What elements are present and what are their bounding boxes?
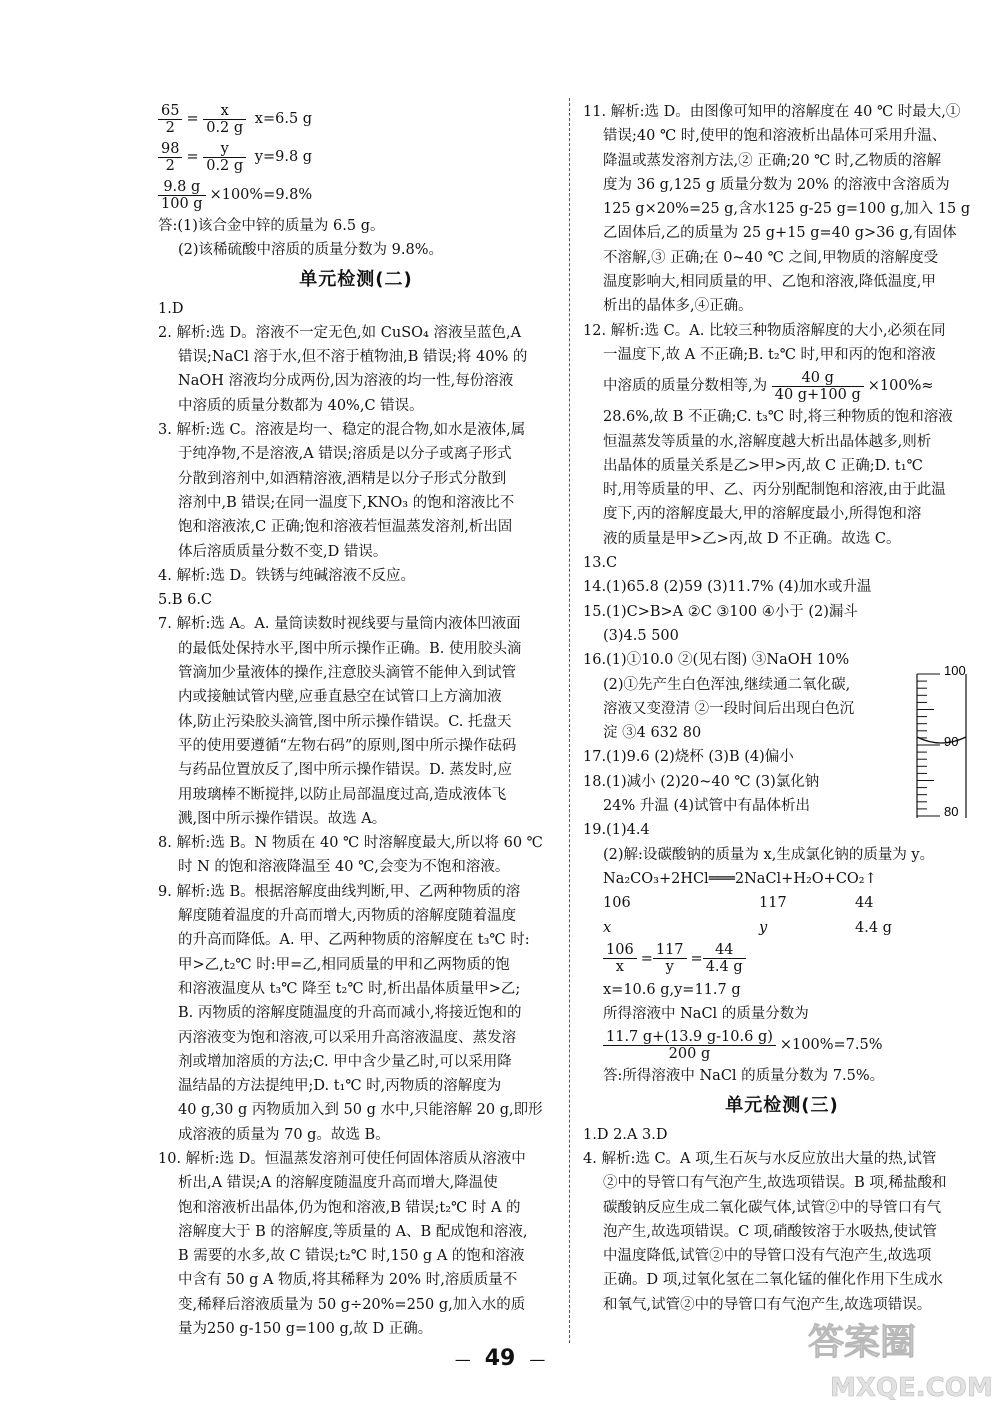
text-line: 18.(1)减小 (2)20~40 ℃ (3)氯化钠 bbox=[583, 773, 820, 790]
text-line: 中含有 50 g A 物质,将其稀释为 20% 时,溶质质量不 bbox=[178, 1272, 518, 1289]
text-line: 7. 解析:选 A。A. 量筒读数时视线要与量筒内液体凹液面 bbox=[158, 616, 521, 633]
text-line: 淀 ③4 632 80 bbox=[603, 725, 702, 742]
fraction-line-1: $\frac{65}{2}$ = $\frac{x}{0.2 g}$ x=6.5 g bbox=[158, 100, 554, 138]
text-line: 温度影响大,相同质量的甲、乙饱和溶液,降低温度,甲 bbox=[603, 274, 936, 291]
answer-line: (2)该稀硫酸中溶质的质量分数为 9.8%。 bbox=[178, 242, 443, 259]
text-line: 1.D bbox=[158, 300, 184, 317]
text-line: 液的质量是甲>乙>丙,故 D 不正确。故选 C。 bbox=[603, 530, 901, 547]
text-line: 4. 解析:选 D。铁锈与纯碱溶液不反应。 bbox=[158, 567, 416, 584]
text-line: 13.C bbox=[583, 555, 618, 572]
text-line: 9. 解析:选 B。根据溶解度曲线判断,甲、乙两种物质的溶 bbox=[158, 883, 521, 900]
scale-label-90: 90 bbox=[944, 734, 959, 749]
text-line: 40 g,30 g 丙物质加入到 50 g 水中,只能溶解 20 g,即形 bbox=[178, 1102, 543, 1119]
text-line: 饱和溶液析出晶体,仍为饱和溶液,B 错误;t₂℃ 时 A 的 bbox=[178, 1199, 521, 1216]
text-line: (3)4.5 500 bbox=[603, 627, 679, 644]
text-line: 和溶液温度从 t₃℃ 降至 t₂℃ 时,析出晶体质量甲>乙; bbox=[178, 980, 521, 997]
text-line: 12. 解析:选 C。A. 比较三种物质溶解度的大小,必须在同 bbox=[583, 322, 946, 339]
scale-label-80: 80 bbox=[944, 804, 959, 819]
text-line: 析出的晶体多,④正确。 bbox=[603, 298, 753, 315]
text-line: 5.B 6.C bbox=[158, 592, 213, 609]
mass-fraction-intro: 所得溶液中 NaCl 的质量分数为 bbox=[603, 1006, 809, 1023]
text-line: 成溶液的质量为 70 g。故选 B。 bbox=[178, 1126, 390, 1143]
text-line: (2)①先产生白色浑浊,继续通二氧化碳, bbox=[603, 676, 851, 693]
section-title: 单元检测(二) bbox=[299, 268, 413, 290]
text-line: 11. 解析:选 D。由图像可知甲的溶解度在 40 ℃ 时最大,① bbox=[583, 104, 961, 120]
text-line: 时,用等质量的甲、乙、丙分别配制饱和溶液,由于此温 bbox=[603, 482, 946, 499]
equation-row-unknowns: x y 4.4 g bbox=[603, 919, 892, 936]
text-line: 15.(1)C>B>A ②C ③100 ④小于 (2)漏斗 bbox=[583, 603, 858, 620]
cylinder-scale-figure bbox=[914, 666, 974, 821]
text-line: 于纯净物,不是溶液,A 错误;溶质是以分子或离子形式 bbox=[178, 446, 512, 463]
text-line: 乙固体后,乙的质量为 25 g+15 g=40 g>36 g,有固体 bbox=[603, 225, 957, 242]
text-line: 内或接触试管内壁,应垂直悬空在试管口上方滴加液 bbox=[178, 689, 502, 706]
text-line: 中温度降低,试管②中的导管口没有气泡产生,故选项 bbox=[603, 1248, 932, 1265]
svg-text:答案圈: 答案圈 bbox=[808, 1322, 917, 1363]
text-line: 温结晶的方法提纯甲;D. t₁℃ 时,丙物质的溶解度为 bbox=[178, 1078, 502, 1095]
text-line: 4. 解析:选 C。A 项,生石灰与水反应放出大量的热,试管 bbox=[583, 1150, 937, 1167]
text-line: 17.(1)9.6 (2)烧杯 (3)B (4)偏小 bbox=[583, 749, 794, 766]
text-line: 一温度下,故 A 不正确;B. t₂℃ 时,甲和丙的饱和溶液 bbox=[603, 346, 936, 363]
text-line: 泡产生,故选项错误。C 项,硝酸铵溶于水吸热,使试管 bbox=[603, 1223, 938, 1240]
final-answer: 答:所得溶液中 NaCl 的质量分数为 7.5%。 bbox=[603, 1068, 885, 1085]
equation-row-molar: 106 117 44 bbox=[603, 895, 874, 912]
text-line: 125 g×20%=25 g,含水125 g-25 g=100 g,加入 15 g bbox=[603, 201, 971, 218]
text-line: 变,稀释后溶液质量为 50 g÷20%=250 g,加入水的质 bbox=[178, 1296, 526, 1313]
text-line: (2)解:设碳酸钠的质量为 x,生成氯化钠的质量为 y。 bbox=[603, 846, 935, 863]
column-divider bbox=[569, 98, 570, 1343]
text-line: 溶液又变澄清 ②一段时间后出现白色沉 bbox=[603, 700, 855, 717]
right-text-lines-c bbox=[583, 1123, 981, 1317]
chemical-equation: Na₂CO₃+2HCl═══2NaCl+H₂O+CO₂↑ bbox=[603, 870, 877, 887]
text-line: 24% 升温 (4)试管中有晶体析出 bbox=[603, 798, 810, 815]
text-line: 体后溶质质量分数不变,D 错误。 bbox=[178, 543, 388, 560]
text-line: 19.(1)4.4 bbox=[583, 822, 650, 839]
fraction-line-12: 中溶质的质量分数相等,为 $\frac{40 g}{40 g+100 g}$ ×100%≈ bbox=[603, 369, 934, 403]
answer-line: 答:(1)该合金中锌的质量为 6.5 g。 bbox=[158, 218, 385, 234]
text-line: 平的使用要遵循“左物右码”的原则,图中所示操作砝码 bbox=[178, 737, 517, 754]
text-line: 1.D 2.A 3.D bbox=[583, 1126, 668, 1143]
text-line: 分散到溶剂中,如酒精溶液,酒精是以分子形式分散到 bbox=[178, 470, 507, 487]
text-line: ②中的导管口有气泡产生,故选项错误。B 项,稀盐酸和 bbox=[603, 1175, 947, 1192]
text-line: 溶剂中,B 错误;在同一温度下,KNO₃ 的饱和溶液比不 bbox=[178, 494, 515, 511]
text-line: 10. 解析:选 D。恒温蒸发溶剂可使任何固体溶质从溶液中 bbox=[158, 1150, 526, 1167]
text-line: 与药品位置放反了,图中所示操作错误。D. 蒸发时,应 bbox=[178, 762, 513, 779]
text-line: 28.6%,故 B 不正确;C. t₃℃ 时,将三种物质的饱和溶液 bbox=[603, 409, 953, 426]
left-text-lines bbox=[158, 297, 554, 1342]
text-line: 8. 解析:选 B。N 物质在 40 ℃ 时溶解度最大,所以将 60 ℃ bbox=[158, 835, 543, 852]
text-line: 用玻璃棒不断搅拌,以防止局部温度过高,造成液体飞 bbox=[178, 786, 507, 803]
text-line: 恒温蒸发等质量的水,溶解度越大析出晶体越多,则析 bbox=[603, 433, 932, 450]
text-line: 量为250 g-150 g=100 g,故 D 正确。 bbox=[178, 1321, 433, 1338]
text-line: 甲>乙,t₂℃ 时:甲=乙,相同质量的甲和乙两物质的饱 bbox=[178, 956, 510, 973]
text-line: 溅,图中所示操作错误。故选 A。 bbox=[178, 810, 387, 827]
text-line: 析出,A 错误;A 的溶解度随温度升高而增大,降温使 bbox=[178, 1175, 498, 1192]
text-line: 溶解度大于 B 的溶解度,等质量的 A、B 配成饱和溶液, bbox=[178, 1223, 528, 1240]
svg-text:MXQE.COM: MXQE.COM bbox=[830, 1373, 993, 1403]
text-line: 不溶解,③ 正确;在 0~40 ℃ 之间,甲物质的溶解度受 bbox=[603, 249, 939, 266]
text-line: 的最低处保持水平,图中所示操作正确。B. 使用胶头滴 bbox=[178, 640, 522, 657]
watermark-logo bbox=[800, 1306, 995, 1406]
text-line: 3. 解析:选 C。溶液是均一、稳定的混合物,如水是液体,属 bbox=[158, 422, 526, 439]
text-line: 错误;40 ℃ 时,使甲的饱和溶液析出晶体可采用升温、 bbox=[603, 128, 947, 145]
text-line: 剂或增加溶质的方法;C. 甲中含少量乙时,可以采用降 bbox=[178, 1053, 512, 1070]
xy-result: x=10.6 g,y=11.7 g bbox=[603, 981, 741, 998]
section-title: 单元检测(三) bbox=[725, 1094, 839, 1116]
ratio-line: $\frac{106}{x}$ = $\frac{117}{y}$ = $\frac{44}{4.4 g}$ bbox=[583, 940, 981, 978]
text-line: 的升高而降低。A. 甲、乙两种物质的溶解度在 t₃℃ 时: bbox=[178, 932, 530, 949]
text-line: 体,防止污染胶头滴管,图中所示操作错误。C. 托盘天 bbox=[178, 713, 512, 730]
text-line: 和氧气,试管②中的导管口有气泡产生,故选项错误。 bbox=[603, 1296, 932, 1313]
text-line: 错误;NaCl 溶于水,但不溶于植物油,B 错误;将 40% 的 bbox=[178, 349, 528, 366]
text-line: 饱和溶液浓,C 正确;饱和溶液若恒温蒸发溶剂,析出固 bbox=[178, 519, 513, 536]
right-text-lines-a bbox=[583, 100, 981, 367]
text-line: 解度随着温度的升高而增大,丙物质的溶解度随着温度 bbox=[178, 908, 517, 925]
text-line: NaOH 溶液均分成两份,因为溶液的均一性,每份溶液 bbox=[178, 373, 514, 390]
page-number: — 49 — bbox=[454, 1346, 546, 1371]
final-fraction-line: $\frac{11.7 g+(13.9 g-10.6 g)}{200 g}$ ×100%=7.5% bbox=[583, 1026, 981, 1064]
text-line: 度为 36 g,125 g 质量分数为 20% 的溶液中含溶质为 bbox=[603, 176, 950, 193]
text-line: 碳酸钠反应生成二氧化碳气体,试管②中的导管口有气 bbox=[603, 1199, 942, 1216]
text-line: 降温或蒸发溶剂方法,② 正确;20 ℃ 时,乙物质的溶解 bbox=[603, 152, 942, 169]
text-line: 14.(1)65.8 (2)59 (3)11.7% (4)加水或升温 bbox=[583, 579, 872, 596]
text-line: 16.(1)①10.0 ②(见右图) ③NaOH 10% bbox=[583, 652, 850, 669]
text-line: 正确。D 项,过氧化氢在二氧化锰的催化作用下生成水 bbox=[603, 1272, 943, 1289]
text-line: 出晶体的质量关系是乙>甲>丙,故 C 正确;D. t₁℃ bbox=[603, 457, 923, 474]
scale-label-100: 100 bbox=[944, 666, 966, 678]
text-line: B. 丙物质的溶解度随温度的升高而减小,将接近饱和的 bbox=[178, 1005, 522, 1022]
text-line: 时 N 的饱和溶液降温至 40 ℃,会变为不饱和溶液。 bbox=[178, 859, 510, 876]
text-line: 丙溶液变为饱和溶液,可以采用升高溶液温度、蒸发溶 bbox=[178, 1029, 517, 1046]
text-line: 2. 解析:选 D。溶液不一定无色,如 CuSO₄ 溶液呈蓝色,A bbox=[158, 324, 522, 341]
text-line: B 需要的水多,故 C 错误;t₂℃ 时,150 g A 的饱和溶液 bbox=[178, 1248, 525, 1265]
left-column bbox=[158, 100, 554, 1341]
fraction-line-2: $\frac{98}{2}$ = $\frac{y}{0.2 g}$ y=9.8 g bbox=[158, 138, 554, 176]
text-line: 管滴加少量液体的操作,注意胶头滴管不能伸入到试管 bbox=[178, 665, 517, 682]
fraction-line-3: $\frac{9.8 g}{100 g}$ ×100%=9.8% bbox=[158, 176, 554, 214]
text-line: 中溶质的质量分数都为 40%,C 错误。 bbox=[178, 397, 424, 414]
text-line: 度下,丙的溶解度最大,甲的溶解度最小,所得饱和溶 bbox=[603, 506, 922, 523]
